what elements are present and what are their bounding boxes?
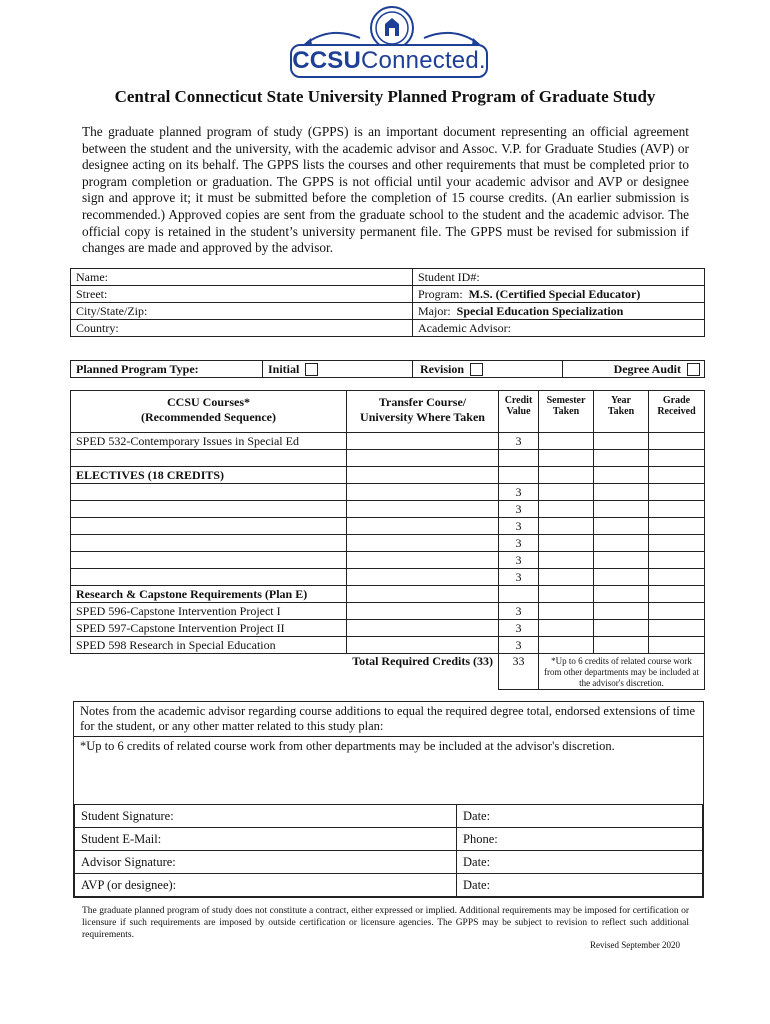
year-title: Year xyxy=(611,395,631,406)
grade-cell[interactable] xyxy=(649,501,705,518)
research-row xyxy=(71,620,705,637)
credit-cell[interactable] xyxy=(499,586,539,603)
year-cell[interactable] xyxy=(594,450,649,467)
year-cell[interactable] xyxy=(594,467,649,484)
avp-field[interactable]: AVP (or designee): xyxy=(75,874,457,897)
notes-body[interactable]: *Up to 6 credits of related course work from other departments may be included at the advisor's discretion. xyxy=(74,736,703,804)
grade-title: Grade xyxy=(662,395,691,406)
total-row xyxy=(71,654,705,690)
program-type-table xyxy=(70,360,705,378)
transfer-cell[interactable] xyxy=(347,467,499,484)
table-row xyxy=(71,467,705,484)
grade-cell[interactable] xyxy=(649,637,705,654)
grade-header xyxy=(649,391,705,433)
semester-cell[interactable] xyxy=(539,450,594,467)
transfer-cell[interactable] xyxy=(347,450,499,467)
transfer-cell[interactable] xyxy=(347,484,499,501)
logo-arrow-right-icon xyxy=(422,26,482,46)
grade-cell[interactable] xyxy=(649,484,705,501)
credit-cell[interactable]: 3 xyxy=(499,603,539,620)
year-cell[interactable] xyxy=(594,535,649,552)
date-field[interactable]: Date: xyxy=(457,851,703,874)
semester-cell[interactable] xyxy=(539,603,594,620)
credit-cell[interactable]: 3 xyxy=(499,552,539,569)
year-cell[interactable] xyxy=(594,637,649,654)
initial-checkbox[interactable] xyxy=(305,363,318,376)
total-label: Total Required Credits (33) xyxy=(71,654,499,690)
year-cell[interactable] xyxy=(594,552,649,569)
transfer-course-header xyxy=(347,391,499,433)
year-cell[interactable] xyxy=(594,484,649,501)
footer-disclaimer: The graduate planned program of study does not constitute a contract, either expressed or implied. Additional requirements may be imposed for certification or licensure if such requirements are imposed by outside certification or licensure agencies. The GPPS may be subject to revision to reflect such additional requirements. xyxy=(82,906,689,940)
semester-title: Semester xyxy=(546,395,586,406)
semester-subtitle: Taken xyxy=(552,406,580,417)
city-field[interactable]: City/State/Zip: xyxy=(71,303,413,320)
name-field[interactable]: Name: xyxy=(71,269,413,286)
year-cell[interactable] xyxy=(594,433,649,450)
core-course-cell[interactable]: SPED 532-Contemporary Issues in Special Ed xyxy=(71,433,347,450)
initial-label: Initial xyxy=(268,361,300,376)
revision-label: Revision xyxy=(420,361,465,376)
transfer-cell[interactable] xyxy=(347,637,499,654)
program-value: M.S. (Certified Special Educator) xyxy=(468,286,641,301)
course-cell[interactable] xyxy=(71,518,347,535)
credit-cell[interactable]: 3 xyxy=(499,569,539,586)
grade-cell[interactable] xyxy=(649,603,705,620)
country-field[interactable]: Country: xyxy=(71,320,413,337)
transfer-cell[interactable] xyxy=(347,586,499,603)
transfer-title: Transfer Course/ xyxy=(378,395,467,409)
semester-header xyxy=(539,391,594,433)
revision-option[interactable] xyxy=(413,361,563,378)
credit-cell[interactable]: 3 xyxy=(499,433,539,450)
side-note: *Up to 6 credits of related course work from other departments may be included at the advisor's discretion. xyxy=(539,654,705,690)
credit-cell[interactable]: 3 xyxy=(499,535,539,552)
credit-cell[interactable] xyxy=(499,450,539,467)
year-subtitle: Taken xyxy=(607,406,635,417)
year-cell[interactable] xyxy=(594,620,649,637)
table-row xyxy=(71,450,705,467)
course-cell[interactable] xyxy=(71,484,347,501)
credit-cell[interactable]: 3 xyxy=(499,620,539,637)
semester-cell[interactable] xyxy=(539,637,594,654)
year-cell[interactable] xyxy=(594,603,649,620)
transfer-cell[interactable] xyxy=(347,501,499,518)
transfer-cell[interactable] xyxy=(347,603,499,620)
ccsu-courses-title: CCSU Courses* xyxy=(166,395,250,409)
credit-cell[interactable]: 3 xyxy=(499,501,539,518)
grade-subtitle: Received xyxy=(657,406,696,417)
elective-row xyxy=(71,569,705,586)
ccsu-logo xyxy=(282,6,502,80)
research-course-cell[interactable]: SPED 598 Research in Special Education xyxy=(71,637,347,654)
course-cell[interactable] xyxy=(71,501,347,518)
phone-field[interactable]: Phone: xyxy=(457,828,703,851)
grade-cell[interactable] xyxy=(649,518,705,535)
degree-audit-checkbox[interactable] xyxy=(687,363,700,376)
grade-cell[interactable] xyxy=(649,552,705,569)
research-label: Research & Capstone Requirements (Plan E) xyxy=(71,586,347,603)
elective-row xyxy=(71,484,705,501)
course-cell[interactable] xyxy=(71,450,347,467)
semester-cell[interactable] xyxy=(539,552,594,569)
student-signature-field[interactable]: Student Signature: xyxy=(75,805,457,828)
advisor-signature-field[interactable]: Advisor Signature: xyxy=(75,851,457,874)
credit-cell[interactable]: 3 xyxy=(499,518,539,535)
research-row xyxy=(71,603,705,620)
total-value: 33 xyxy=(499,654,539,690)
semester-cell[interactable] xyxy=(539,535,594,552)
year-cell[interactable] xyxy=(594,569,649,586)
transfer-cell[interactable] xyxy=(347,535,499,552)
grade-cell[interactable] xyxy=(649,569,705,586)
initial-option[interactable] xyxy=(263,361,413,378)
degree-audit-option[interactable] xyxy=(563,361,705,378)
elective-row xyxy=(71,552,705,569)
transfer-cell[interactable] xyxy=(347,433,499,450)
revision-checkbox[interactable] xyxy=(470,363,483,376)
grade-cell[interactable] xyxy=(649,586,705,603)
semester-cell[interactable] xyxy=(539,433,594,450)
transfer-cell[interactable] xyxy=(347,569,499,586)
credit-title: Credit xyxy=(504,395,533,406)
grade-cell[interactable] xyxy=(649,535,705,552)
degree-audit-label: Degree Audit xyxy=(613,361,681,376)
signature-row xyxy=(75,874,703,897)
signature-table xyxy=(74,804,703,897)
grade-cell[interactable] xyxy=(649,467,705,484)
grade-cell[interactable] xyxy=(649,433,705,450)
logo-brand-bold: CCSU xyxy=(292,47,362,74)
date-field[interactable]: Date: xyxy=(457,805,703,828)
courses-table xyxy=(70,390,705,690)
credit-cell[interactable]: 3 xyxy=(499,637,539,654)
major-label: Major: xyxy=(418,303,451,318)
transfer-subtitle: University Where Taken xyxy=(360,410,485,424)
intro-paragraph: The graduate planned program of study (GPPS) is an important document representing an official agreement between the student and the university, with the academic advisor and Assoc. V.P. for Graduate Studies (AVP) or designee acting on its behalf. The GPPS lists the courses and other requirements that must be completed prior to program completion or graduation. The GPPS is not official until your academic advisor and AVP or designee sign and approve it; it must be submitted before the completion of 15 course credits. (An earlier submission is recommended.) Approved copies are sent from the graduate school to the student and the academic advisor. The official copy is retained in the student’s university permanent file. The GPPS must be revised for submission if changes are made and approved by the advisor. xyxy=(82,124,689,256)
electives-label: ELECTIVES (18 CREDITS) xyxy=(71,467,347,484)
year-cell[interactable] xyxy=(594,518,649,535)
major-value: Special Education Specialization xyxy=(456,303,624,318)
signature-row xyxy=(75,805,703,828)
major-field[interactable] xyxy=(413,303,705,320)
page-title: Central Connecticut State University Planned Program of Graduate Study xyxy=(114,87,656,106)
table-row xyxy=(71,433,705,450)
transfer-cell[interactable] xyxy=(347,552,499,569)
credit-header xyxy=(499,391,539,433)
revised-date: Revised September 2020 xyxy=(590,940,680,950)
semester-cell[interactable] xyxy=(539,501,594,518)
year-header xyxy=(594,391,649,433)
notes-heading: Notes from the academic advisor regarding course additions to equal the required degree total, endorsed extensions of time for the student, or any other matter related to this study plan: xyxy=(80,704,696,733)
ccsu-courses-header xyxy=(71,391,347,433)
logo-wordmark xyxy=(290,44,488,78)
student-email-field[interactable]: Student E-Mail: xyxy=(75,828,457,851)
signature-row xyxy=(75,828,703,851)
credit-cell[interactable] xyxy=(499,467,539,484)
logo-brand-rest: Connected. xyxy=(361,47,486,74)
course-cell[interactable] xyxy=(71,552,347,569)
program-field[interactable] xyxy=(413,286,705,303)
semester-cell[interactable] xyxy=(539,586,594,603)
student-id-field[interactable]: Student ID#: xyxy=(413,269,705,286)
program-type-label: Planned Program Type: xyxy=(71,361,263,378)
table-row xyxy=(71,586,705,603)
advisor-field[interactable]: Academic Advisor: xyxy=(413,320,705,337)
date-field[interactable]: Date: xyxy=(457,874,703,897)
year-cell[interactable] xyxy=(594,501,649,518)
ccsu-courses-subtitle: (Recommended Sequence) xyxy=(141,410,276,424)
semester-cell[interactable] xyxy=(539,620,594,637)
program-label: Program: xyxy=(418,286,463,301)
transfer-cell[interactable] xyxy=(347,620,499,637)
credit-cell[interactable]: 3 xyxy=(499,484,539,501)
grade-cell[interactable] xyxy=(649,450,705,467)
grade-cell[interactable] xyxy=(649,620,705,637)
student-info-table xyxy=(70,268,705,337)
research-row xyxy=(71,637,705,654)
course-cell[interactable] xyxy=(71,569,347,586)
advisor-notes-box xyxy=(73,701,704,898)
elective-row xyxy=(71,518,705,535)
courses-header-row xyxy=(71,391,705,433)
credit-subtitle: Value xyxy=(506,406,531,417)
year-cell[interactable] xyxy=(594,586,649,603)
semester-cell[interactable] xyxy=(539,569,594,586)
semester-cell[interactable] xyxy=(539,484,594,501)
research-course-cell[interactable]: SPED 596-Capstone Intervention Project I xyxy=(71,603,347,620)
elective-row xyxy=(71,535,705,552)
street-field[interactable]: Street: xyxy=(71,286,413,303)
logo-arrow-left-icon xyxy=(302,26,362,46)
research-course-cell[interactable]: SPED 597-Capstone Intervention Project II xyxy=(71,620,347,637)
transfer-cell[interactable] xyxy=(347,518,499,535)
course-cell[interactable] xyxy=(71,535,347,552)
signature-row xyxy=(75,851,703,874)
elective-row xyxy=(71,501,705,518)
semester-cell[interactable] xyxy=(539,518,594,535)
semester-cell[interactable] xyxy=(539,467,594,484)
